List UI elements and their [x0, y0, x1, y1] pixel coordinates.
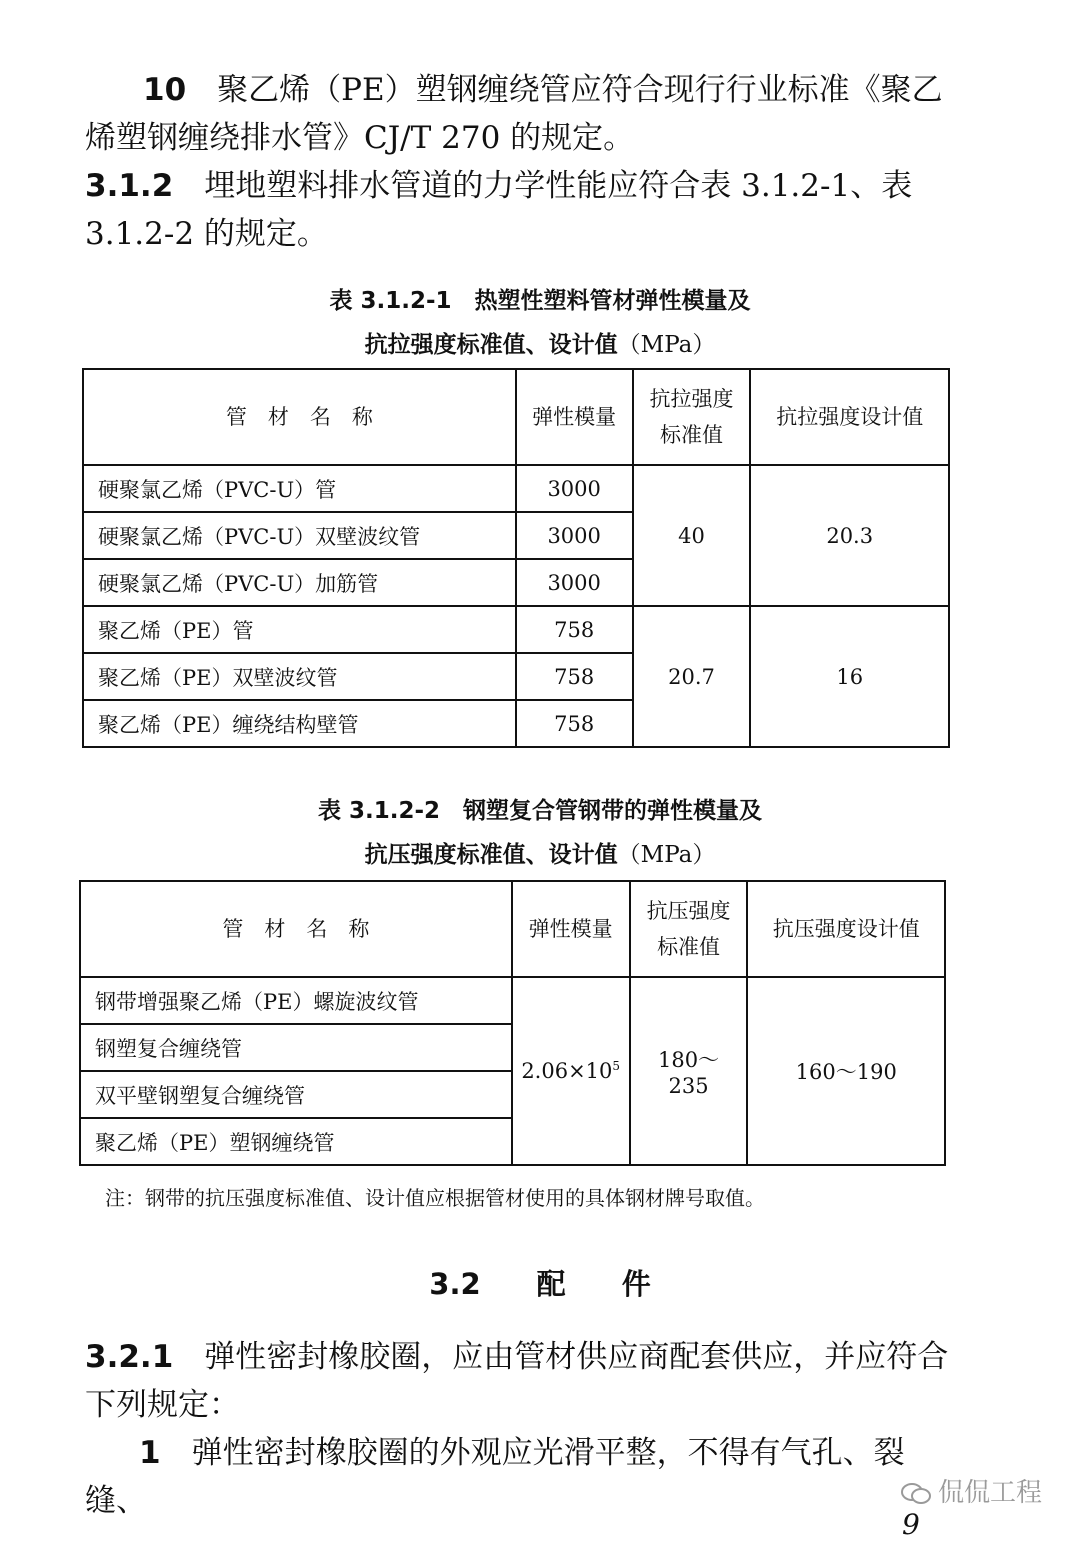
- header-tensile-design: 抗拉强度设计值: [750, 369, 949, 465]
- table1-caption-line1: 表 3.1.2-1 热塑性塑料管材弹性模量及: [329, 288, 751, 314]
- tensile-standard-value: 40: [633, 465, 751, 606]
- table2-caption-line1: 表 3.1.2-2 钢塑复合管钢带的弹性模量及: [317, 798, 763, 824]
- table-header-row: [80, 881, 945, 977]
- watermark-text: 侃侃工程: [938, 1478, 1043, 1508]
- paragraph-text: 弹性密封橡胶圈的外观应光滑平整，不得有气孔、裂缝、: [85, 1435, 905, 1519]
- header-pipe-name: 管 材 名 称: [80, 881, 512, 977]
- header-compressive-design: 抗压强度设计值: [747, 881, 945, 977]
- modulus-value: 758: [516, 653, 633, 700]
- table-row: [83, 606, 949, 653]
- paragraph-item-1: [85, 1429, 965, 1525]
- table-note: 注：钢带的抗压强度标准值、设计值应根据管材使用的具体钢材牌号取值。: [105, 1186, 765, 1210]
- table-row: [83, 465, 949, 512]
- table1-caption-line2: [0, 326, 1080, 359]
- table-header-row: [83, 369, 949, 465]
- table1-caption-text: 抗拉强度标准值、设计值: [364, 332, 618, 358]
- paragraph-3-1-2: [85, 162, 965, 258]
- tensile-design-value: 16: [750, 606, 949, 747]
- section-number: 3.2: [429, 1267, 481, 1301]
- pipe-name: 硬聚氯乙烯（PVC-U）加筋管: [83, 559, 516, 606]
- section-title-part1: 配: [536, 1267, 566, 1301]
- pipe-name: 聚乙烯（PE）双壁波纹管: [83, 653, 516, 700]
- item-number: 1: [139, 1435, 161, 1471]
- paragraph-3-2-1: [85, 1333, 965, 1429]
- watermark: [900, 1472, 1042, 1509]
- pipe-name: 聚乙烯（PE）塑钢缠绕管: [80, 1118, 512, 1165]
- paragraph-item-10: [85, 66, 965, 162]
- header-modulus: 弹性模量: [516, 369, 633, 465]
- table2-caption-text: 抗压强度标准值、设计值: [364, 842, 618, 868]
- paragraph-text: 埋地塑料排水管道的力学性能应符合表 3.1.2-1、表 3.1.2-2 的规定。: [85, 168, 913, 252]
- header-pipe-name: 管 材 名 称: [83, 369, 516, 465]
- table2-caption-line2: [0, 836, 1080, 869]
- pipe-name: 聚乙烯（PE）缠绕结构壁管: [83, 700, 516, 747]
- modulus-value: 758: [516, 606, 633, 653]
- tensile-design-value: 20.3: [750, 465, 949, 606]
- paragraph-text: 聚乙烯（PE）塑钢缠绕管应符合现行行业标准《聚乙烯塑钢缠绕排水管》CJ/T 270 的规定。: [85, 72, 943, 156]
- page-number: 9: [902, 1508, 920, 1541]
- modulus-value: 758: [516, 700, 633, 747]
- pipe-name: 聚乙烯（PE）管: [83, 606, 516, 653]
- header-tensile-standard: 抗拉强度标准值: [633, 369, 751, 465]
- section-heading: [0, 1262, 1080, 1303]
- pipe-name: 钢塑复合缠绕管: [80, 1024, 512, 1071]
- compressive-design-value: 160～190: [747, 977, 945, 1165]
- table2-unit: （MPa）: [617, 842, 716, 868]
- modulus-value: 3000: [516, 559, 633, 606]
- header-compressive-standard: 抗压强度标准值: [630, 881, 748, 977]
- wechat-icon: [900, 1483, 932, 1505]
- modulus-base: 2.06×10: [521, 1059, 613, 1083]
- header-modulus: 弹性模量: [512, 881, 630, 977]
- clause-number: 3.2.1: [85, 1339, 174, 1375]
- pipe-name: 钢带增强聚乙烯（PE）螺旋波纹管: [80, 977, 512, 1024]
- modulus-exponent: 5: [612, 1059, 621, 1073]
- paragraph-text: 弹性密封橡胶圈，应由管材供应商配套供应，并应符合下列规定：: [85, 1339, 949, 1423]
- table1-unit: （MPa）: [617, 332, 716, 358]
- compressive-standard-value: 180～235: [630, 977, 748, 1165]
- table-row: [80, 977, 945, 1024]
- pipe-name: 硬聚氯乙烯（PVC-U）双壁波纹管: [83, 512, 516, 559]
- section-title-part2: 件: [621, 1267, 651, 1301]
- clause-number: 3.1.2: [85, 168, 174, 204]
- modulus-value: [512, 977, 630, 1165]
- modulus-value: 3000: [516, 512, 633, 559]
- table-3-1-2-1: [82, 368, 950, 748]
- modulus-value: 3000: [516, 465, 633, 512]
- table-3-1-2-2: [79, 880, 946, 1166]
- pipe-name: 双平壁钢塑复合缠绕管: [80, 1071, 512, 1118]
- item-number: 10: [143, 72, 187, 108]
- tensile-standard-value: 20.7: [633, 606, 751, 747]
- pipe-name: 硬聚氯乙烯（PVC-U）管: [83, 465, 516, 512]
